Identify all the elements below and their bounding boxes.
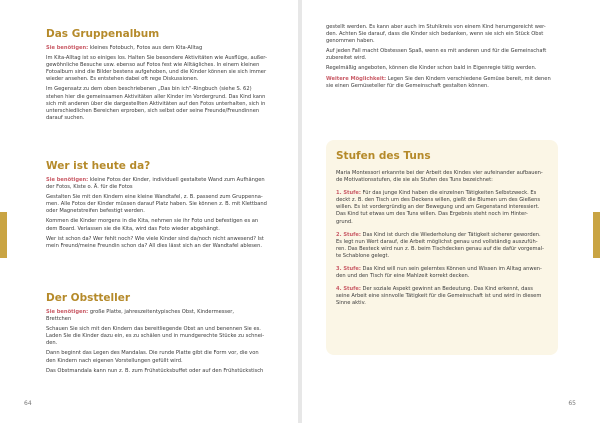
text: Schauen Sie sich mit den Kindern das bereitliegende Obst an und benennen Sie es. Laden Sie die Kinder dazu ein, es zu schälen und in mundgerechte Stücke zu schnei- den. — [46, 326, 265, 347]
text: Regelmäßig angeboten, können die Kinder schon bald in Eigenregie tätig werden. — [326, 65, 537, 72]
text: große Platte, jahreszeitentypisches Obst, Kindermesser, Brettchen — [46, 309, 235, 323]
text: gestellt werden. Es kann aber auch im Stuhlkreis von einem Kind herumgereicht wer- den. Achten Sie darauf, dass die Kinder sich bedanken, wenn sie sich ein Stück Obst genommen haben. — [326, 24, 546, 45]
paragraph — [46, 45, 278, 52]
text: Im Kita-Alltag ist so einiges los. Halten Sie besondere Aktivitäten wie Ausflüge, außer- gewöhnliche Besuche usw. ebenso auf Fotos fest wie Alltägliches. In einem kleinen Fotoalbum sind die Bilder bestens aufgehoben, und die Kinder können sie sich immer wieder ansehen. Es entstehen dabei oft rege Diskussionen. — [46, 55, 267, 83]
paragraph — [46, 194, 278, 215]
text: Kommen die Kinder morgens in die Kita, nehmen sie ihr Foto und befestigen es an dem Board. Verlassen sie die Kita, wird das Foto wieder abgehängt. — [46, 218, 259, 232]
text: Das Kind ist durch die Wiederholung der Tätigkeit sicherer geworden. Es legt nun Wert darauf, die Arbeit möglichst genau und vollständig auszufüh- ren. Das Besteck wird nun z. B. beim Tischdecken genau auf die dafür vorgemal- te Schablone gelegt. — [336, 231, 544, 259]
paragraph — [46, 177, 278, 191]
paragraph — [46, 218, 278, 232]
right-page — [302, 0, 600, 423]
text: Der soziale Aspekt gewinnt an Bedeutung. Das Kind erkennt, dass seine Arbeit eine sinnvolle Tätigkeit für die Gemeinschaft ist und wird in diesem Sinne aktiv. — [336, 286, 542, 307]
paragraph — [46, 55, 278, 83]
paragraph — [336, 286, 548, 307]
paragraph — [336, 266, 548, 280]
section-wer-ist-heute-da — [46, 160, 278, 253]
paragraph — [336, 190, 548, 225]
label: Sie benötigen: — [46, 45, 89, 51]
text: Auf jeden Fall macht Obstessen Spaß, wenn es mit anderen und für die Gemeinschaft zubereitet wird. — [326, 48, 547, 62]
text: kleines Fotobuch, Fotos aus dem Kita-Alltag — [88, 45, 203, 51]
page-number: 65 — [568, 400, 576, 407]
label: Sie benötigen: — [46, 177, 89, 183]
paragraph — [336, 232, 548, 260]
paragraph — [46, 368, 278, 375]
text: kleine Fotos der Kinder, individuell gestaltete Wand zum Aufhängen der Fotos, Kiste o. Ä. für die Fotos — [46, 177, 265, 191]
continued-text — [326, 24, 558, 93]
text: Gestalten Sie mit den Kindern eine kleine Wandtafel, z. B. passend zum Gruppenna- men. Alle Fotos der Kinder müssen darauf Platz haben. Sie können z. B. mit Klettband oder Magnetstreifen befestigt werden. — [46, 194, 267, 215]
section-title: Wer ist heute da? — [46, 160, 151, 172]
text: Dann beginnt das Legen des Mandalas. Die runde Platte gibt die Form vor, die von den Kindern nach eigenen Vorstellungen gefüllt wird. — [46, 350, 259, 364]
paragraph — [326, 65, 558, 72]
box-title: Stufen des Tuns — [336, 150, 431, 162]
text: Für das junge Kind haben die einzelnen Tätigkeiten Selbstzweck. Es deckt z. B. den Tisch um des Deckens willen, gießt die Blumen um des Gießens willen. Es ist vordergründig an der Bewegung und am Gegenstand interessiert. Das Kind tut etwas um des Tuns willen. Das Ergebnis steht noch im Hinter- grund. — [336, 190, 541, 225]
text: Das Obstmandala kann nun z. B. zum Frühstücksbuffet oder auf den Frühstückstisch — [46, 367, 264, 374]
text: Wer ist schon da? Wer fehlt noch? Wie viele Kinder sind da/noch nicht anwesend? Ist mein Freund/meine Freundin schon da? All dies lässt sich an der Wandtafel ablesen. — [46, 235, 264, 249]
paragraph — [326, 24, 558, 45]
label: Weitere Möglichkeit: — [326, 75, 387, 82]
paragraph — [46, 326, 278, 347]
paragraph — [336, 170, 548, 184]
paragraph — [46, 86, 278, 121]
text: Legen Sie den Kindern verschiedene Gemüse bereit, mit denen sie einen Gemüseteller für die Gemeinschaft gestalten können. — [326, 75, 551, 89]
page-number: 64 — [24, 400, 32, 407]
paragraph — [46, 236, 278, 250]
label: 1. Stufe: — [336, 190, 361, 197]
section-title: Das Gruppenalbum — [46, 28, 160, 40]
paragraph — [46, 350, 278, 364]
paragraph — [326, 76, 558, 90]
section-obstteller — [46, 292, 278, 378]
label: 3. Stufe: — [336, 266, 361, 273]
section-gruppenalbum — [46, 28, 278, 125]
left-page — [0, 0, 298, 423]
text: Im Gegensatz zu dem oben beschriebenen „Das bin ich“-Ringbuch (siehe S. 62) stehen hier die gemeinsamen Aktivitäten aller Kinder im Vordergrund. Das Kind kann sich mit anderen über die dargestellten Aktivitäten auf den Fotos unterhalten, sich in unterschiedlichen Bereichen erproben, sich selbst oder seine Freunde/Freundinnen darauf suchen. — [46, 86, 266, 121]
chapter-tab — [593, 212, 600, 258]
section-title: Der Obstteller — [46, 292, 131, 304]
text: Das Kind will nun sein gelerntes Können und Wissen im Alltag anwen- den und den Tisch für eine Mahlzeit korrekt decken. — [336, 266, 542, 280]
label: 4. Stufe: — [336, 286, 361, 293]
paragraph — [46, 309, 278, 323]
text: Maria Montessori erkannte bei der Arbeit des Kindes vier aufeinander aufbauen- de Motivationsstufen, die sie als Stufen des Tuns bezeichnet: — [336, 170, 543, 184]
paragraph — [326, 48, 558, 62]
info-box-stufen — [326, 140, 558, 355]
label: Sie benötigen: — [46, 309, 89, 315]
chapter-tab — [0, 212, 7, 258]
label: 2. Stufe: — [336, 231, 361, 238]
